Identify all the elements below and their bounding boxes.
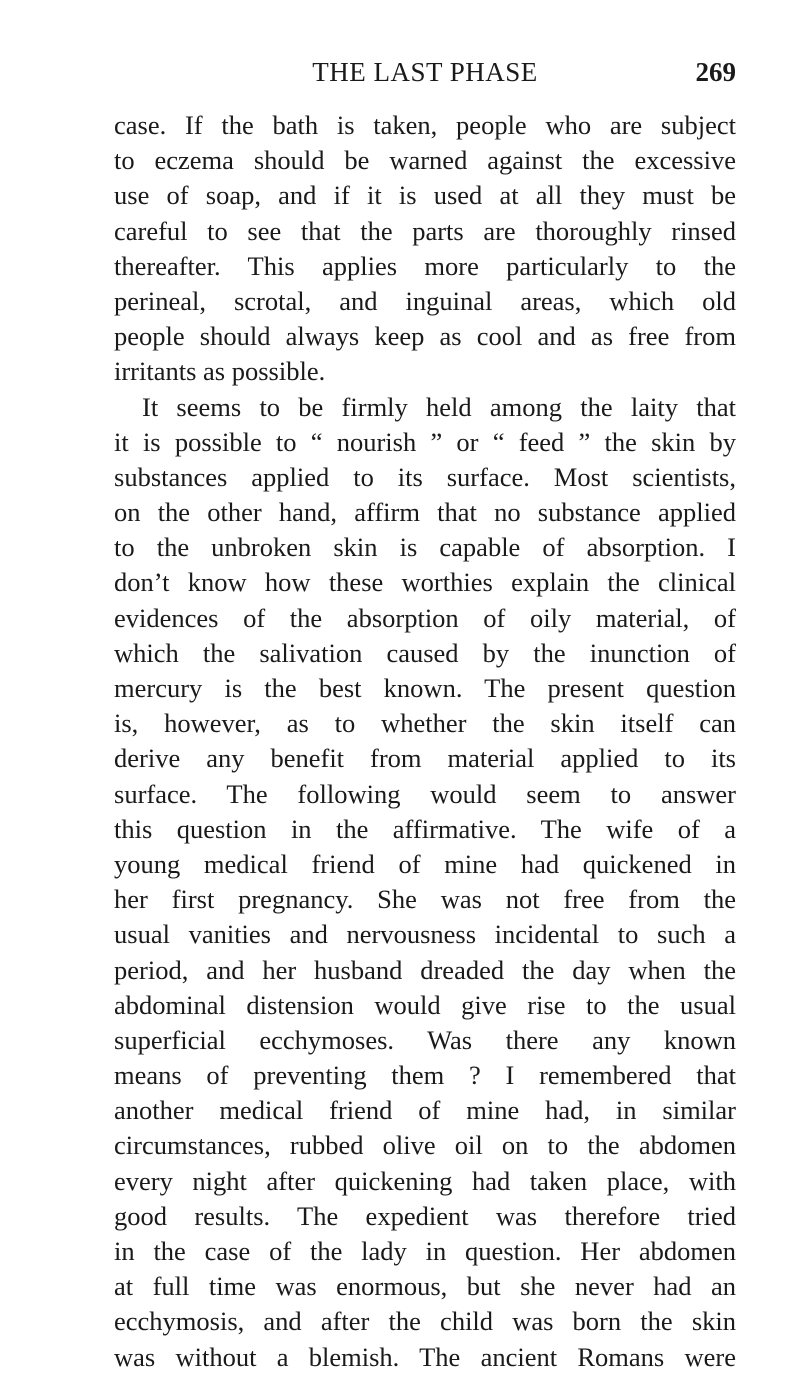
text-line: surface. The following would seem to answer: [114, 778, 736, 809]
text-line: another medical friend of mine had, in similar: [114, 1095, 736, 1126]
text-line: people should always keep as cool and as free from: [114, 321, 736, 352]
page-number: 269: [695, 57, 736, 87]
running-head: THE LAST PHASE: [312, 57, 538, 87]
text-line: superficial ecchymoses. Was there any known: [114, 1024, 736, 1055]
text-line: thereafter. This applies more particularly to the: [114, 250, 736, 281]
text-line: irritants as possible.: [114, 356, 326, 387]
text-line: careful to see that the parts are thoroughly rinsed: [114, 215, 736, 246]
text-line: on the other hand, affirm that no substance applied: [114, 497, 736, 528]
text-line: good results. The expedient was therefore tried: [114, 1200, 736, 1231]
page-header: [114, 52, 736, 92]
text-line: this question in the affirmative. The wife of a: [114, 813, 736, 844]
text-line: which the salivation caused by the inunction of: [114, 637, 736, 668]
text-line: derive any benefit from material applied to its: [114, 743, 736, 774]
text-line: in the case of the lady in question. Her abdomen: [114, 1236, 736, 1266]
text-line: mercury is the best known. The present question: [114, 673, 736, 703]
text-line: at full time was enormous, but she never had an: [114, 1271, 736, 1302]
text-line: case. If the bath is taken, people who are subject: [114, 110, 736, 140]
text-line: circumstances, rubbed olive oil on to the abdomen: [114, 1130, 736, 1161]
text-line: usual vanities and nervousness incidental to such a: [114, 919, 736, 950]
text-line: every night after quickening had taken place, with: [114, 1165, 736, 1196]
text-line: don’t know how these worthies explain the clinical: [114, 567, 736, 598]
text-line: period, and her husband dreaded the day when the: [114, 954, 736, 985]
text-line: young medical friend of mine had quickened in: [114, 848, 736, 879]
text-line: ecchymosis, and after the child was born the skin: [114, 1306, 736, 1337]
text-line: use of soap, and if it is used at all they must be: [114, 180, 736, 211]
text-line: abdominal distension would give rise to the usual: [114, 989, 736, 1020]
text-line: evidences of the absorption of oily material, of: [114, 602, 736, 633]
body-text: [114, 108, 736, 1375]
text-line: It seems to be firmly held among the laity that: [142, 391, 736, 422]
text-line: substances applied to its surface. Most scientists,: [114, 461, 736, 492]
text-line: it is possible to “ nourish ” or “ feed ” the skin by: [114, 426, 736, 457]
text-line: perineal, scrotal, and inguinal areas, which old: [114, 285, 736, 316]
text-line: to eczema should be warned against the excessive: [114, 145, 736, 176]
text-line: means of preventing them ? I remembered that: [114, 1060, 736, 1091]
text-line: her first pregnancy. She was not free from the: [114, 884, 736, 915]
text-line: was without a blemish. The ancient Romans were: [114, 1341, 736, 1372]
text-line: to the unbroken skin is capable of absorption. I: [114, 532, 736, 563]
text-line: is, however, as to whether the skin itself can: [114, 708, 736, 739]
